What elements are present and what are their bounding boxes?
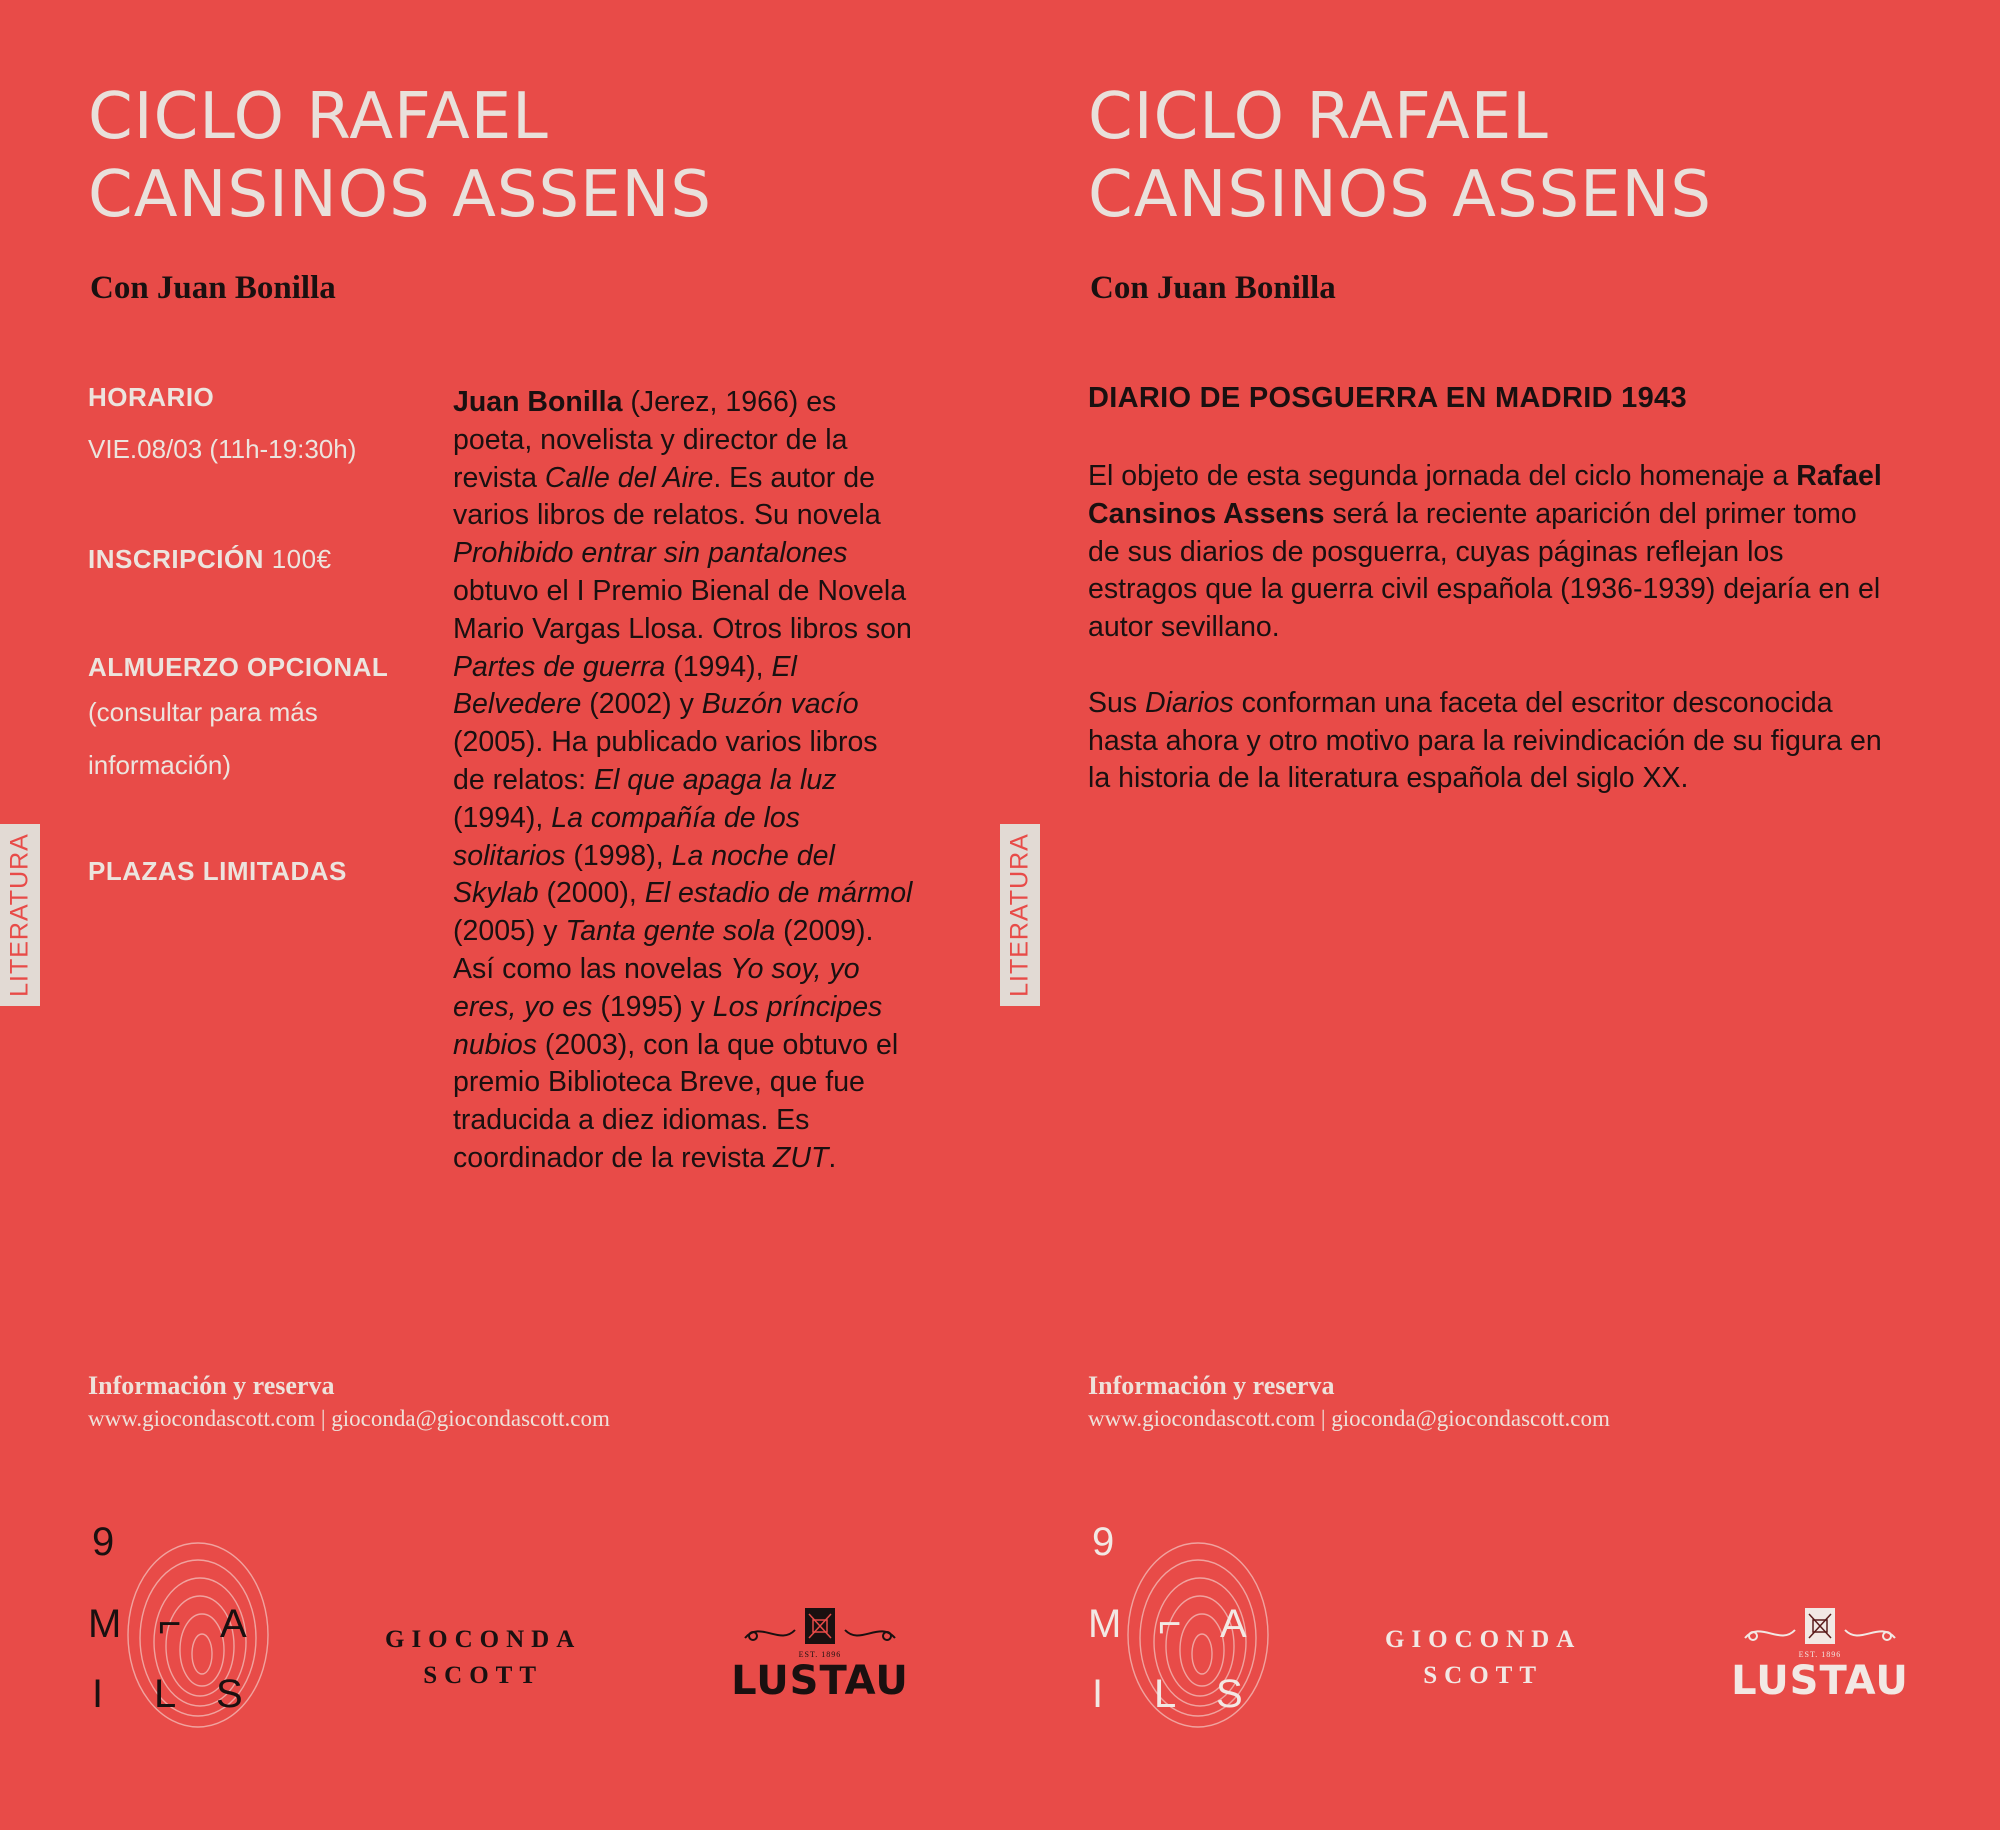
crest-icon xyxy=(735,1600,905,1656)
lustau-est: EST. 1896 xyxy=(798,1650,842,1659)
bio-title: Los príncipes nubios xyxy=(453,990,883,1061)
bio-title: El Belvedere xyxy=(453,650,797,721)
author-bio xyxy=(453,384,913,1178)
subtitle: Con Juan Bonilla xyxy=(90,270,336,306)
logo-glyph: S xyxy=(216,1672,243,1716)
side-tab-literatura xyxy=(0,824,40,1006)
info-contact-link[interactable]: www.giocondascott.com | gioconda@giocondascott.com xyxy=(1088,1406,1610,1431)
bio-text: . xyxy=(828,1141,837,1174)
title-line-1: CICLO RAFAEL xyxy=(1088,80,1549,154)
logo-glyph: M xyxy=(88,1602,122,1646)
bio-text: (2000), xyxy=(538,877,645,910)
info-contact-link[interactable]: www.giocondascott.com | gioconda@giocondascott.com xyxy=(88,1406,610,1431)
lustau-logo xyxy=(1725,1600,1915,1703)
bio-text: (2009). Así como las novelas xyxy=(453,915,874,985)
logo-glyph: 9 xyxy=(92,1520,115,1564)
title-line-1: CICLO RAFAEL xyxy=(88,80,549,154)
bio-title: Tanta gente sola xyxy=(565,915,776,948)
sponsor-logos xyxy=(1000,1520,2000,1780)
gioconda-word: GIOCONDA xyxy=(385,1626,582,1653)
essay-text xyxy=(1088,458,1888,836)
logo-glyph: A xyxy=(1220,1602,1247,1646)
info-block xyxy=(88,1370,610,1436)
essay-paragraph-1 xyxy=(1088,458,1888,647)
page-title xyxy=(88,78,712,234)
essay-bold-run: Rafael Cansinos Assens xyxy=(1088,460,1882,530)
side-tab-label: LITERATURA xyxy=(1005,833,1034,997)
right-panel xyxy=(1000,0,2000,1830)
bio-text: (2005) y xyxy=(453,915,566,948)
essay-text-run: conforman una faceta del escritor desconocida hasta ahora y otro motivo para la reivindicación de su figura en la historia de la literatura española del siglo XX. xyxy=(1088,686,1882,795)
info-heading: Información y reserva xyxy=(88,1371,335,1400)
bio-title: Calle del Aire xyxy=(544,461,714,494)
crest-icon xyxy=(1735,1600,1905,1656)
bio-text: (2003), con la que obtuvo el premio Biblioteca Breve, que fue traducida a diez idiomas. Es coordinador de la revista xyxy=(453,1028,899,1174)
bio-title: Buzón vacío xyxy=(701,688,859,721)
gioconda-word: GIOCONDA xyxy=(1385,1626,1582,1653)
bio-name: Juan Bonilla xyxy=(453,386,623,418)
lustau-word: LUSTAU xyxy=(731,1658,909,1704)
essay-text-run: será la reciente aparición del primer tomo de sus diarios de posguerra, cuyas páginas reflejan los estragos que la guerra civil española (1936-1939) dejaría en el autor sevillano. xyxy=(1088,497,1881,644)
essay-italic-run: Diarios xyxy=(1145,686,1234,719)
bio-title: Prohibido entrar sin pantalones xyxy=(453,537,848,570)
bio-title: La compañía de los solitarios xyxy=(453,801,800,872)
essay-heading: DIARIO DE POSGUERRA EN MADRID 1943 xyxy=(1088,382,1687,414)
gioconda-scott-logo xyxy=(1385,1622,1581,1694)
logo-glyph: 9 xyxy=(1092,1520,1115,1564)
nine-mails-logo xyxy=(1088,1520,1278,1740)
inscripcion-label: INSCRIPCIÓN xyxy=(88,544,264,574)
gioconda-scott-logo xyxy=(385,1622,581,1694)
bio-text: (1994), xyxy=(665,650,772,683)
bio-title: La noche del Skylab xyxy=(453,839,835,910)
bio-title: Partes de guerra xyxy=(453,650,666,683)
side-tab-label: LITERATURA xyxy=(5,833,34,997)
lustau-est: EST. 1896 xyxy=(1798,1650,1842,1659)
logo-glyph: S xyxy=(1216,1672,1243,1716)
plazas-limitadas: PLAZAS LIMITADAS xyxy=(88,856,347,886)
bio-title: ZUT xyxy=(773,1141,829,1174)
bio-title: El que apaga la luz xyxy=(594,763,837,796)
scott-word: SCOTT xyxy=(1423,1662,1544,1689)
lustau-word: LUSTAU xyxy=(1731,1658,1909,1704)
horario-label: HORARIO xyxy=(88,382,215,412)
inscripcion-row xyxy=(88,544,332,575)
logo-glyph: I xyxy=(92,1672,104,1716)
almuerzo-note-2: información) xyxy=(88,750,232,780)
bio-text: (1995) y xyxy=(592,990,713,1023)
bio-text: obtuvo el I Premio Bienal de Novela Mario Vargas Llosa. Otros libros son xyxy=(453,574,912,645)
side-tab-literatura xyxy=(1000,824,1040,1006)
almuerzo-label: ALMUERZO OPCIONAL xyxy=(88,652,389,682)
inscripcion-value: 100€ xyxy=(271,544,332,574)
bio-text: (2002) y xyxy=(581,688,702,721)
scott-word: SCOTT xyxy=(423,1662,544,1689)
bio-title: El estadio de mármol xyxy=(644,877,913,910)
essay-text-run: El objeto de esta segunda jornada del ciclo homenaje a xyxy=(1088,460,1797,492)
title-line-2: CANSINOS ASSENS xyxy=(1088,158,1713,232)
horario-value: VIE.08/03 (11h-19:30h) xyxy=(88,434,357,464)
nine-mails-logo xyxy=(88,1520,278,1740)
subtitle: Con Juan Bonilla xyxy=(1090,270,1336,306)
sponsor-logos xyxy=(0,1520,1000,1780)
bio-text: (1994), xyxy=(453,801,552,834)
bio-title: Yo soy, yo eres, yo es xyxy=(453,952,860,1023)
essay-paragraph-2 xyxy=(1088,685,1888,798)
page-title xyxy=(1088,78,1712,234)
logo-glyph: ⌐ xyxy=(158,1602,182,1646)
logo-glyph: M xyxy=(1088,1602,1122,1646)
title-line-2: CANSINOS ASSENS xyxy=(88,158,713,232)
logo-glyph: L xyxy=(1154,1672,1177,1716)
essay-text-run: Sus xyxy=(1088,686,1146,719)
bio-text: (Jerez, 1966) es poeta, novelista y director de la revista xyxy=(453,386,848,494)
logo-glyph: A xyxy=(220,1602,247,1646)
info-heading: Información y reserva xyxy=(1088,1371,1335,1400)
bio-text: (1998), xyxy=(565,839,672,872)
logo-glyph: I xyxy=(1092,1672,1104,1716)
lustau-logo xyxy=(725,1600,915,1703)
logo-glyph: ⌐ xyxy=(1158,1602,1182,1646)
bio-text: (2005). Ha publicado varios libros de relatos: xyxy=(453,726,878,796)
almuerzo-note-1: (consultar para más xyxy=(88,697,318,727)
logo-glyph: L xyxy=(154,1672,177,1716)
info-block xyxy=(1088,1370,1610,1436)
bio-text: . Es autor de varios libros de relatos. Su novela xyxy=(453,461,881,532)
